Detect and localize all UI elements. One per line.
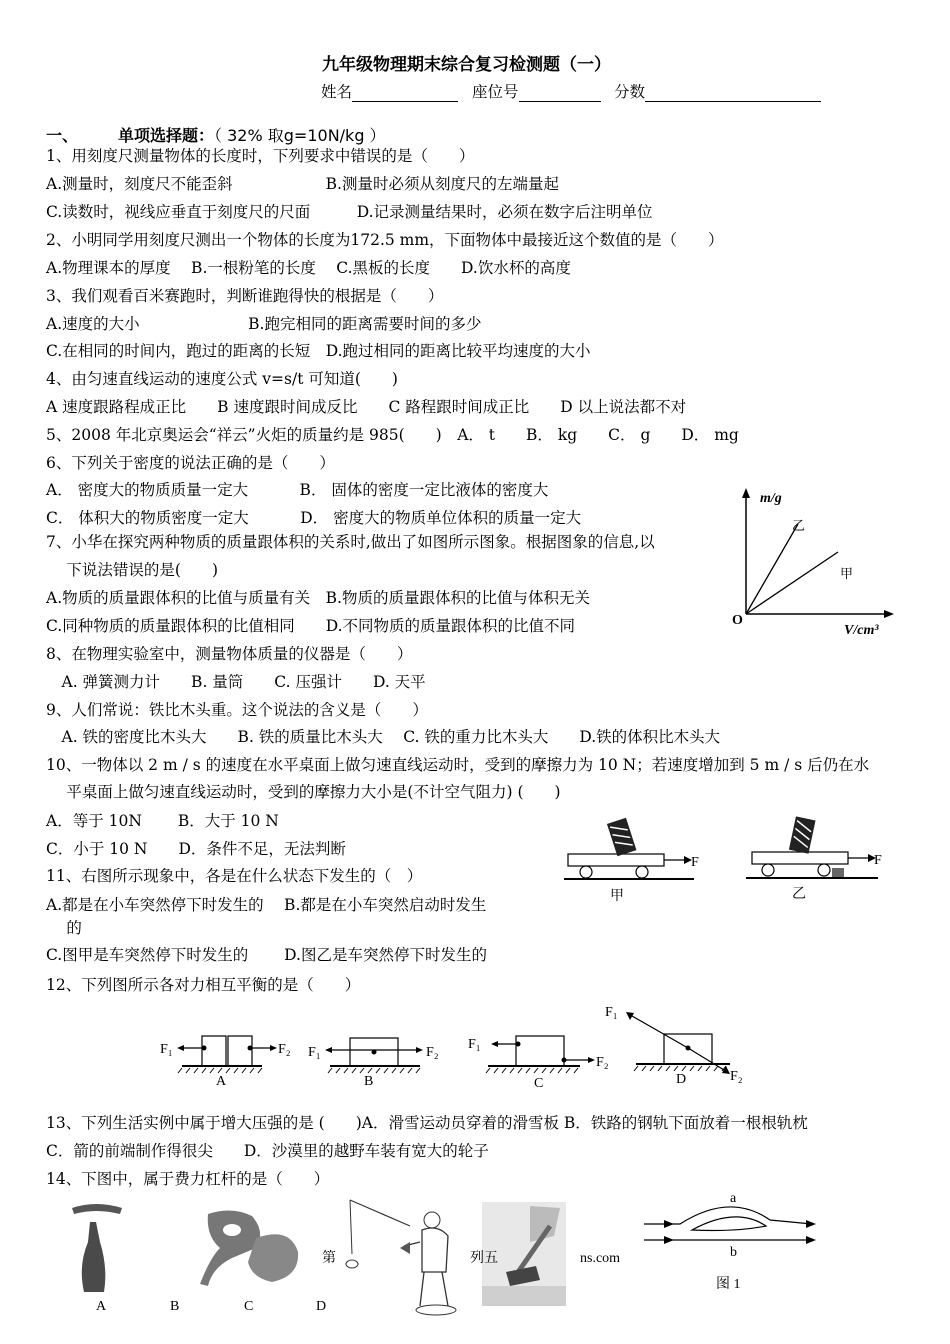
caption-lever-a: A (96, 1299, 107, 1314)
label-yi: 乙 (792, 518, 806, 533)
label-a: a (730, 1191, 737, 1206)
score-field[interactable] (614, 80, 821, 102)
cart-jia (564, 818, 699, 904)
name-field[interactable] (321, 80, 458, 102)
question-line: A． 密度大的物质质量一定大 B． 固体的密度一定比液体的密度大 (46, 481, 549, 499)
question-line: 13、下列生活实例中属于增大压强的是 ( )A．滑雪运动员穿着的滑雪板 B．铁路的钢轨下面放着一根根轨枕 (46, 1114, 808, 1132)
caption-c: C (534, 1076, 544, 1090)
question-line: 4、由匀速直线运动的速度公式 v=s/t 可知道( ) (46, 370, 398, 388)
caption-jia: 甲 (610, 889, 624, 904)
f1-label-a: F₁ (160, 1042, 173, 1057)
airfoil-figure (640, 1186, 820, 1292)
footer-mid: 列五 (470, 1251, 498, 1266)
question-line: 1、用刻度尺测量物体的长度时，下列要求中错误的是（ ） (46, 147, 475, 165)
f1-label-c: F₁ (468, 1037, 481, 1052)
score-label: 分数 (614, 83, 646, 101)
mass-volume-graph (728, 486, 898, 638)
question-line: C． 体积大的物质密度一定大 D． 密度大的物质单位体积的质量一定大 (46, 509, 582, 527)
question-line: 2、小明同学用刻度尺测出一个物体的长度为172.5 mm，下面物体中最接近这个数值的是（ ） (46, 231, 724, 249)
question-line: 6、下列关于密度的说法正确的是（ ） (46, 454, 335, 472)
line-yi (746, 524, 798, 614)
f2-label-d: F₂ (730, 1069, 743, 1084)
footer-right: ns.com (580, 1251, 620, 1266)
force-diagrams (150, 998, 760, 1090)
x-axis-label: V/cm³ (844, 623, 879, 638)
question-line: C.同种物质的质量跟体积的比值相同 D.不同物质的质量跟体积的比值不同 (46, 617, 576, 635)
question-line: 的 (46, 919, 82, 937)
bottle-opener-image (72, 1204, 122, 1292)
question-line: A. 弹簧测力计 B. 量筒 C. 压强计 D. 天平 (46, 673, 426, 691)
caption-lever-c: C (244, 1299, 254, 1314)
question-line: 9、人们常说：铁比木头重。这个说法的含义是（ ） (46, 701, 428, 719)
question-line: C.在相同的时间内，跑过的距离的长短 D.跑过相同的距离比较平均速度的大小 (46, 342, 591, 360)
question-line: 8、在物理实验室中，测量物体质量的仪器是（ ） (46, 645, 413, 663)
question-line: A 速度跟路程成正比 B 速度跟时间成反比 C 路程跟时间成正比 D 以上说法都不对 (46, 398, 687, 416)
origin-label: O (732, 613, 743, 628)
page-title: 九年级物理期末综合复习检测题（一） (322, 55, 611, 75)
name-label: 姓名 (321, 83, 353, 101)
line-jia (746, 552, 838, 614)
f2-label-a: F₂ (278, 1042, 291, 1057)
question-line: 7、小华在探究两种物质的质量跟体积的关系时,做出了如图所示图象。根据图象的信息,以 (46, 533, 655, 551)
cart-figure (560, 810, 900, 905)
section-heading: 一、 单项选择题：（ 32% 取g=10N/kg ） (46, 126, 386, 145)
fisherman-image (346, 1200, 456, 1315)
question-line: 11、右图所示现象中，各是在什么状态下发生的（ ） (46, 867, 423, 885)
label-jia: 甲 (840, 566, 854, 581)
question-line: 下说法错误的是( ) (46, 561, 219, 579)
seat-label: 座位号 (472, 83, 519, 101)
caption-yi: 乙 (792, 887, 806, 902)
question-line: A.都是在小车突然停下时发生的 B.都是在小车突然启动时发生 (46, 896, 487, 914)
lever-pictures (60, 1196, 620, 1322)
caption-fig1: 图 1 (716, 1277, 741, 1292)
caption-a: A (216, 1074, 227, 1089)
question-line: C.读数时，视线应垂直于刻度尺的尺面 D.记录测量结果时，必须在数字后注明单位 (46, 203, 653, 221)
question-line: C.图甲是车突然停下时发生的 D.图乙是车突然停下时发生的 (46, 946, 487, 964)
question-line: A.测量时，刻度尺不能歪斜 B.测量时必须从刻度尺的左端量起 (46, 175, 559, 193)
caption-b: B (364, 1074, 374, 1089)
question-line: A.物理课本的厚度 B.一根粉笔的长度 C.黑板的长度 D.饮水杯的高度 (46, 259, 571, 277)
diagram-c (468, 1036, 609, 1090)
question-line: A.速度的大小 B.跑完相同的距离需要时间的多少 (46, 315, 482, 333)
f2-label-b: F₂ (426, 1045, 439, 1060)
question-line: C．小于 10 N D．条件不足，无法判断 (46, 840, 346, 858)
cart-yi (746, 816, 882, 902)
question-line: 10、一物体以 2 m / s 的速度在水平桌面上做匀速直线运动时，受到的摩擦力为 10 N；若速度增加到 5 m / s 后仍在水 (46, 756, 870, 774)
caption-lever-d: D (316, 1299, 327, 1314)
force-label-yi: F (874, 853, 882, 868)
question-line: 14、下图中，属于费力杠杆的是（ ） (46, 1170, 330, 1188)
caption-d: D (676, 1072, 687, 1087)
y-axis-label: m/g (760, 491, 782, 506)
question-line: A.物质的质量跟体积的比值与质量有关 B.物质的质量跟体积的比值与体积无关 (46, 589, 590, 607)
scissors-image (200, 1210, 298, 1286)
question-line: A．等于 10N B．大于 10 N (46, 812, 279, 830)
diagram-b (308, 1038, 439, 1089)
force-label-jia: F (691, 855, 699, 870)
footer-left: 第 (322, 1251, 336, 1266)
question-line: 5、2008 年北京奥运会“祥云”火炬的质量约是 985( ) A． t B． kg C． g D． mg (46, 426, 739, 444)
question-line: 平桌面上做匀速直线运动时，受到的摩擦力大小是(不计空气阻力) ( ) (46, 783, 561, 801)
diagram-d (605, 1005, 743, 1087)
f1-label-d: F₁ (605, 1005, 618, 1020)
question-line: 3、我们观看百米赛跑时，判断谁跑得快的根据是（ ） (46, 287, 444, 305)
seat-field[interactable] (472, 80, 601, 102)
label-b: b (730, 1245, 737, 1260)
question-line: 12、下列图所示各对力相互平衡的是（ ） (46, 976, 361, 994)
caption-lever-b: B (170, 1299, 180, 1314)
f1-label-b: F₁ (308, 1045, 321, 1060)
diagram-a (160, 1036, 291, 1089)
f2-label-c: F₂ (596, 1055, 609, 1070)
question-line: C．箭的前端制作得很尖 D．沙漠里的越野车装有宽大的轮子 (46, 1142, 489, 1160)
question-line: A. 铁的密度比木头大 B. 铁的质量比木头大 C. 铁的重力比木头大 D.铁的体积比木头大 (46, 728, 721, 746)
